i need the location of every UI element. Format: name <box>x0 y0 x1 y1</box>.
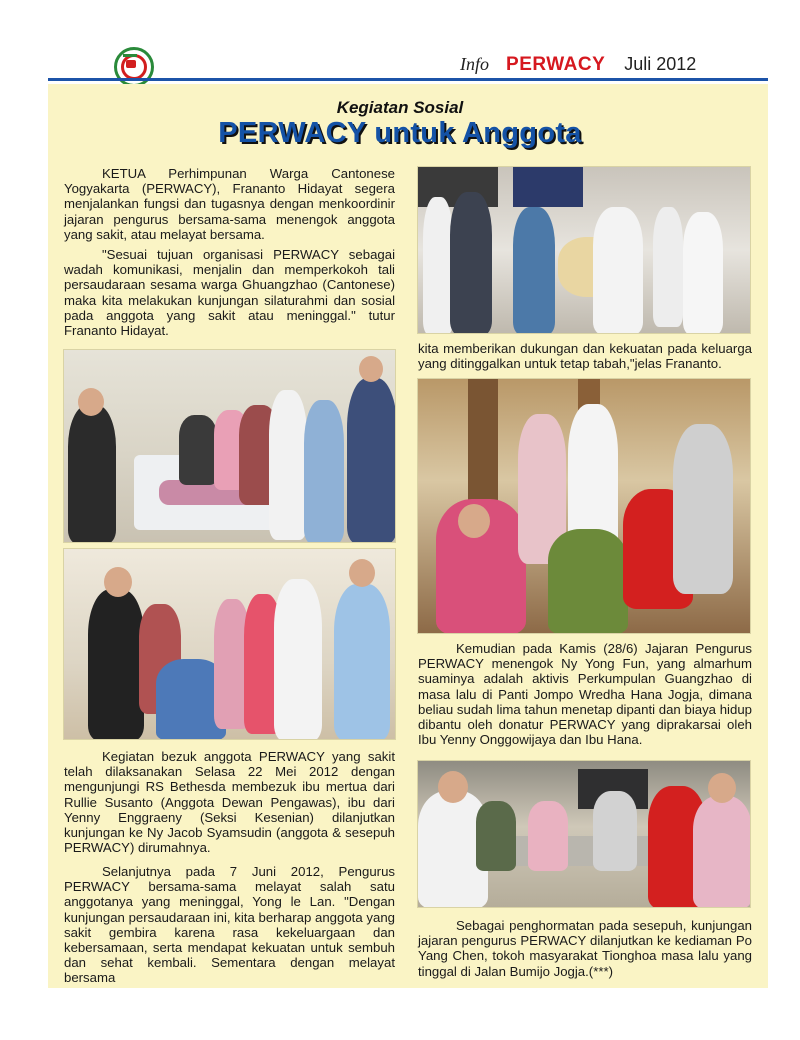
photo-funeral-visit <box>417 166 751 334</box>
masthead <box>460 54 696 76</box>
masthead-brand: PERWACY <box>506 54 606 75</box>
col2-paragraph-3: Sebagai penghormatan pada sesepuh, kunjungan jajaran pengurus PERWACY dilanjutkan ke kediaman Po Yang Chen, tokoh masyarakat Tionghoa masa lalu yang tinggal di Jalan Bumijo Jogja.(***) <box>418 918 752 979</box>
photo-hospital-visit <box>63 349 396 543</box>
col2-paragraph-2: Kemudian pada Kamis (28/6) Jajaran Pengurus PERWACY menengok Ny Yong Fun, yang almarhum suaminya adalah aktivis Perkumpulan Guangzhao di masa lalu di Panti Jompo Wredha Hana Jogja, dimana beliau sudah lima tahun menetap dipanti dan biaya hidup dibantu oleh donatur PERWACY yang diprakarsai oleh Ibu Yenny Onggowijaya dan Ibu Hana. <box>418 641 752 748</box>
header-rule <box>48 78 768 81</box>
col2-paragraph-1: kita memberikan dukungan dan kekuatan pada keluarga yang ditinggalkan untuk tetap tabah,"jelas Frananto. <box>418 341 752 372</box>
col1-paragraph-3: Kegiatan bezuk anggota PERWACY yang sakit telah dilaksanakan Selasa 22 Mei 2012 dengan mengunjungi RS Bethesda membezuk ibu mertua dari Rullie Susanto (Anggota Dewan Pengawas), ibu dari Yenny Enggraeny (Seksi Kesenian) dilanjutkan kunjungan ke Ny Jacob Syamsudin (anggota & sesepuh PERWACY) dirumahnya. <box>64 749 395 856</box>
col1-paragraph-4: Selanjutnya pada 7 Juni 2012, Pengurus PERWACY bersama-sama melayat salah satu anggotanya yang meninggal, Yong le Lan. "Dengan kunjungan persaudaraan ini, kita berharap anggota yang sakit gembira karena rasa kekeluargaan dan kebersamaan, serta mendapat kekuatan untuk sembuh dan sehat kembali. Sementara dengan melayat bersama <box>64 864 395 986</box>
perwacy-logo <box>114 47 154 87</box>
col1-paragraph-2: "Sesuai tujuan organisasi PERWACY sebagai wadah komunikasi, menjalin dan memperkokoh tali persaudaraan sesama warga Ghuangzhao (Cantonese) maka kita melakukan kunjungan silaturahmi dan sosial pada anggota yang sakit atau meninggal." tutur Frananto Hidayat. <box>64 247 395 339</box>
masthead-info: Info <box>460 54 489 74</box>
photo-nursing-home <box>417 378 751 634</box>
article-title: PERWACY untuk Anggota <box>218 117 582 149</box>
page-header <box>0 0 800 82</box>
col1-paragraph-1: KETUA Perhimpunan Warga Cantonese Yogyakarta (PERWACY), Frananto Hidayat segera menjalankan fungsi dan tugasnya dengan menkoordinir jajaran pengurus bersama-sama menengok anggota yang sakit, atau melayat bersama. <box>64 166 395 242</box>
photo-elder-visit <box>417 760 751 908</box>
photo-home-visit <box>63 548 396 740</box>
masthead-date: Juli 2012 <box>624 54 697 74</box>
article-kicker: Kegiatan Sosial <box>336 98 464 117</box>
